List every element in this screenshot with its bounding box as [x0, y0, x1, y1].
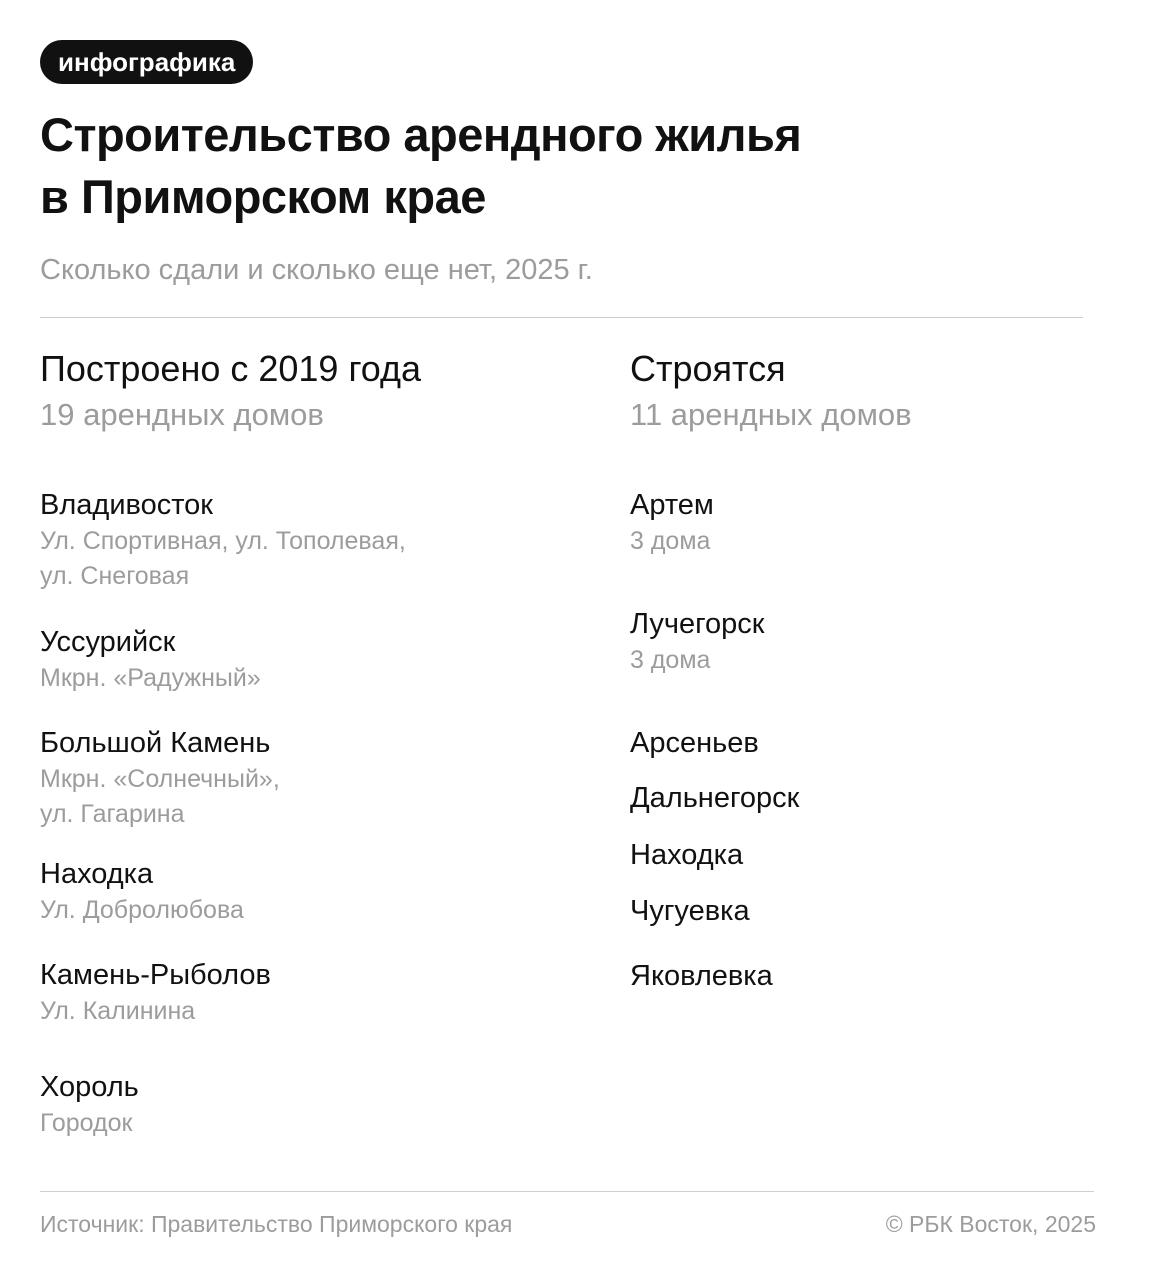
city-name: Камень-Рыболов: [40, 959, 271, 991]
address-line: ул. Гагарина: [40, 800, 185, 828]
building-item-chuguevka: [630, 892, 1110, 930]
built-item-vladivostok: [40, 486, 520, 594]
building-item-nakhodka: [630, 836, 1110, 874]
built-column: [40, 345, 600, 1137]
address-line: Мкрн. «Солнечный»,: [40, 765, 280, 793]
building-title: Строятся: [630, 348, 786, 389]
city-name: Лучегорск: [630, 608, 765, 640]
page-title: [40, 104, 1120, 228]
built-item-nakhodka: [40, 855, 520, 928]
address-line: Ул. Калинина: [40, 997, 196, 1025]
city-name: Находка: [40, 858, 154, 890]
title-line-2: в Приморском крае: [40, 170, 486, 223]
city-name: Находка: [630, 839, 744, 871]
city-name: Хороль: [40, 1071, 139, 1103]
building-column: [630, 345, 1130, 992]
built-count: 19 арендных домов: [40, 397, 324, 432]
building-item-artem: [630, 486, 1110, 559]
building-item-dalnegorsk: [630, 779, 1110, 817]
built-item-kamen-rybolov: [40, 956, 520, 1029]
city-name: Чугуевка: [630, 895, 750, 927]
built-item-ussuriysk: [40, 623, 520, 696]
city-name: Артем: [630, 489, 714, 521]
infographic-badge: инфографика: [40, 40, 253, 84]
building-item-arsenyev: [630, 724, 1110, 762]
title-line-1: Строительство арендного жилья: [40, 108, 802, 161]
building-item-yakovlevka: [630, 957, 1110, 995]
building-count: 11 арендных домов: [630, 397, 912, 432]
city-name: Арсеньев: [630, 727, 759, 759]
city-name: Дальнегорск: [630, 782, 800, 814]
built-title: Построено с 2019 года: [40, 348, 422, 389]
address-line: Ул. Добролюбова: [40, 896, 244, 924]
footer-source: Источник: Правительство Приморского края: [40, 1211, 513, 1237]
house-count: 3 дома: [630, 527, 711, 555]
building-item-luchegorsk: [630, 605, 1110, 678]
footer-divider: [40, 1191, 1094, 1192]
city-name: Яковлевка: [630, 960, 773, 992]
footer-copyright: © РБК Восток, 2025: [885, 1211, 1096, 1237]
page-subtitle: Сколько сдали и сколько еще нет, 2025 г.: [40, 254, 593, 286]
city-name: Уссурийск: [40, 626, 176, 658]
address-line: Городок: [40, 1109, 133, 1137]
address-line: Ул. Спортивная, ул. Тополевая,: [40, 527, 406, 555]
address-line: Мкрн. «Радужный»: [40, 664, 261, 692]
top-divider: [40, 317, 1083, 318]
house-count: 3 дома: [630, 646, 711, 674]
built-item-bolshoy-kamen: [40, 724, 520, 832]
city-name: Владивосток: [40, 489, 213, 521]
built-item-khorol: [40, 1068, 520, 1141]
city-name: Большой Камень: [40, 727, 271, 759]
address-line: ул. Снеговая: [40, 562, 190, 590]
